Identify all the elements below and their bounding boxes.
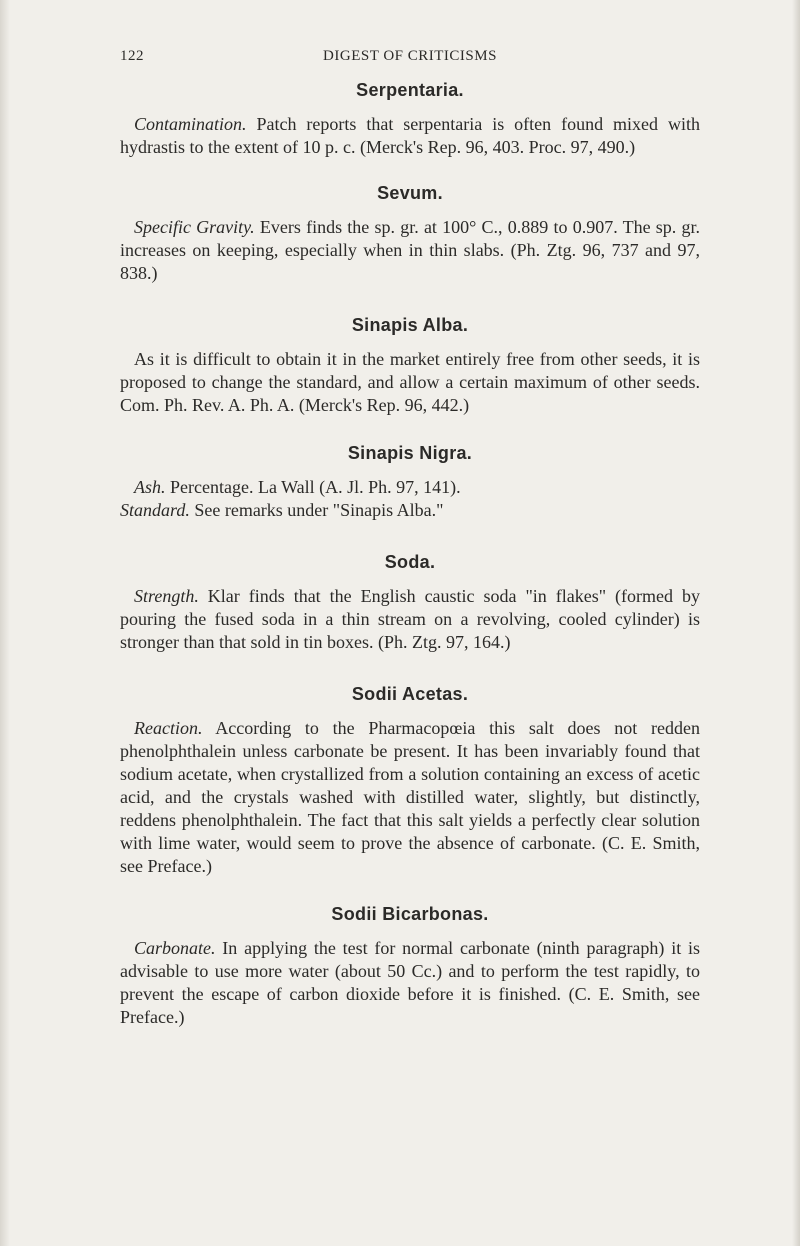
paragraph (120, 499, 700, 522)
entry-serpentaria (120, 80, 700, 159)
entry-sinapis-alba (120, 315, 700, 417)
paragraph-lead: Strength. (134, 586, 199, 606)
paragraph-text: In applying the test for normal carbonate (ninth paragraph) it is advisable to use more water (about 50 Cc.) and to perform the test rapidly, to prevent the escape of carbon dioxide before it is finished. (C. E. Smith, see Preface.) (120, 938, 700, 1027)
paragraph (120, 476, 700, 499)
paragraph-text: As it is difficult to obtain it in the market entirely free from other seeds, it is proposed to change the standard, and allow a certain maximum of other seeds. Com. Ph. Rev. A. Ph. A. (Merck's Rep. 96, 442.) (120, 349, 700, 415)
paragraph (120, 585, 700, 654)
paragraph (120, 216, 700, 285)
paragraph (120, 113, 700, 159)
paragraph (120, 348, 700, 417)
section-heading: Sinapis Alba. (351, 315, 469, 335)
section-heading: Sodii Acetas. (351, 684, 469, 704)
running-title: DIGEST OF CRITICISMS (323, 48, 497, 64)
section-heading: Sevum. (377, 183, 443, 203)
entry-sodii-acetas (120, 684, 700, 878)
section-heading: Sodii Bicarbonas. (331, 904, 489, 924)
entry-sinapis-nigra (120, 443, 700, 522)
section-heading: Soda. (384, 552, 436, 572)
paragraph (120, 937, 700, 1029)
paragraph-lead: Standard. (120, 500, 190, 520)
page-content (120, 48, 700, 1029)
paragraph-text: According to the Pharmacopœia this salt does not redden phenolphthalein unless carbonate be present. It has been invariably found that sodium acetate, when crystallized from a solution containing an excess of acetic acid, and the crystals washed with distilled water, slightly, but distinctly, reddens phenolphthalein. The fact that this salt yields a perfectly clear solution with lime water, would seem to prove the absence of carbonate. (C. E. Smith, see Preface.) (120, 718, 700, 876)
page-gutter-shadow (0, 0, 10, 1246)
paragraph (120, 717, 700, 878)
page-edge-shadow (792, 0, 800, 1246)
paragraph-lead: Specific Gravity. (134, 217, 255, 237)
paragraph-lead: Carbonate. (134, 938, 216, 958)
paragraph-lead: Contamination. (134, 114, 247, 134)
running-head (120, 48, 700, 74)
paragraph-lead: Reaction. (134, 718, 203, 738)
page-number: 122 (120, 48, 144, 64)
paragraph-text: Percentage. La Wall (A. Jl. Ph. 97, 141). (165, 477, 461, 497)
paragraph-text: See remarks under "Sinapis Alba." (189, 500, 444, 520)
paragraph-text: Klar finds that the English caustic soda "in flakes" (formed by pouring the fused soda in a thin stream on a revolving, cooled cylinder) is stronger than that sold in tin boxes. (Ph. Ztg. 97, 164.) (120, 586, 700, 652)
paragraph-lead: Ash. (134, 477, 166, 497)
section-heading: Sinapis Nigra. (347, 443, 473, 463)
entry-sodii-bicarbonas (120, 904, 700, 1029)
section-heading: Serpentaria. (356, 80, 464, 100)
entry-soda (120, 552, 700, 654)
paragraph-text: Evers finds the sp. gr. at 100° C., 0.889 to 0.907. The sp. gr. increases on keeping, especially when in thin slabs. (Ph. Ztg. 96, 737 and 97, 838.) (120, 217, 701, 283)
paragraph-text: Patch reports that serpentaria is often found mixed with hydrastis to the extent of 10 p. c. (Merck's Rep. 96, 403. Proc. 97, 490.) (120, 114, 700, 157)
entry-sevum (120, 183, 700, 285)
